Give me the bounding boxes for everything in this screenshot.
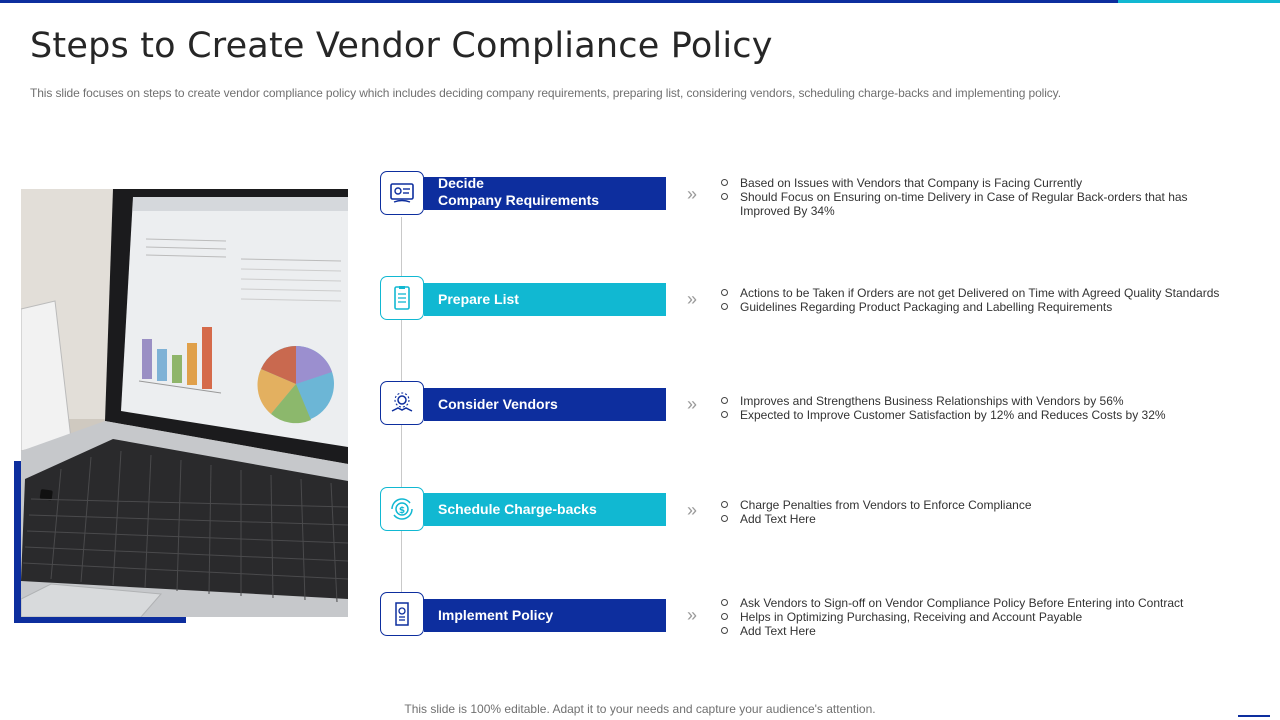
step-4-icon-box <box>380 487 424 531</box>
step-2-label: Prepare List <box>438 291 519 307</box>
policy-document-icon <box>388 600 416 628</box>
step-1-icon-box <box>380 171 424 215</box>
vendors-handshake-icon <box>388 389 416 417</box>
list-item: Ask Vendors to Sign-off on Vendor Compliance Policy Before Entering into Contract <box>720 596 1240 610</box>
list-item: Expected to Improve Customer Satisfaction by 12% and Reduces Costs by 32% <box>720 408 1240 422</box>
slide-subtitle: This slide focuses on steps to create vendor compliance policy which includes deciding company requirements, preparing list, considering vendors, scheduling charge-backs and implementing policy. <box>30 86 1061 100</box>
step-4-label: Schedule Charge-backs <box>438 501 597 517</box>
list-item: Based on Issues with Vendors that Company is Facing Currently <box>720 176 1240 190</box>
step-2-label-bar <box>424 283 666 316</box>
step-3-label: Consider Vendors <box>438 396 558 412</box>
list-item: Add Text Here <box>720 624 1240 638</box>
slide-footer: This slide is 100% editable. Adapt it to your needs and capture your audience's attention. <box>404 702 876 716</box>
laptop-photo <box>21 189 348 617</box>
step-1-label-line1: Decide <box>438 175 484 191</box>
list-item: Helps in Optimizing Purchasing, Receiving and Account Payable <box>720 610 1240 624</box>
step-3-icon-box <box>380 381 424 425</box>
step-1-bullets <box>720 176 1240 218</box>
step-5-bullets <box>720 596 1240 638</box>
checklist-icon <box>388 284 416 312</box>
svg-text:$: $ <box>398 506 406 516</box>
list-item: Improves and Strengthens Business Relationships with Vendors by 56% <box>720 394 1240 408</box>
footer-accent-line <box>1238 715 1270 717</box>
step-2-icon-box <box>380 276 424 320</box>
chevron-right-icon: » <box>686 605 697 625</box>
step-1-label-bar <box>424 177 666 210</box>
step-4-label-bar <box>424 493 666 526</box>
top-accent-bar-cyan <box>1118 0 1280 3</box>
slide-title: Steps to Create Vendor Compliance Policy <box>30 26 773 66</box>
list-item: Charge Penalties from Vendors to Enforce Compliance <box>720 498 1240 512</box>
list-item: Should Focus on Ensuring on-time Delivery in Case of Regular Back-orders that has Improved By 34% <box>720 190 1240 218</box>
step-4-bullets <box>720 498 1240 526</box>
chevron-right-icon: » <box>686 500 697 520</box>
chevron-right-icon: » <box>686 289 697 309</box>
step-3-bullets <box>720 394 1240 422</box>
step-5-label: Implement Policy <box>438 607 554 623</box>
chevron-right-icon: » <box>686 184 697 204</box>
chevron-right-icon: » <box>686 394 697 414</box>
list-item: Guidelines Regarding Product Packaging and Labelling Requirements <box>720 300 1240 314</box>
list-item: Actions to be Taken if Orders are not get Delivered on Time with Agreed Quality Standards <box>720 286 1240 300</box>
list-item: Add Text Here <box>720 512 1240 526</box>
dollar-cycle-icon <box>388 495 416 523</box>
step-1-label-line2: Company Requirements <box>438 192 600 208</box>
step-3-label-bar <box>424 388 666 421</box>
step-2-bullets <box>720 286 1240 314</box>
step-5-label-bar <box>424 599 666 632</box>
requirements-monitor-icon <box>388 179 416 207</box>
step-5-icon-box <box>380 592 424 636</box>
top-accent-bar <box>0 0 1118 3</box>
